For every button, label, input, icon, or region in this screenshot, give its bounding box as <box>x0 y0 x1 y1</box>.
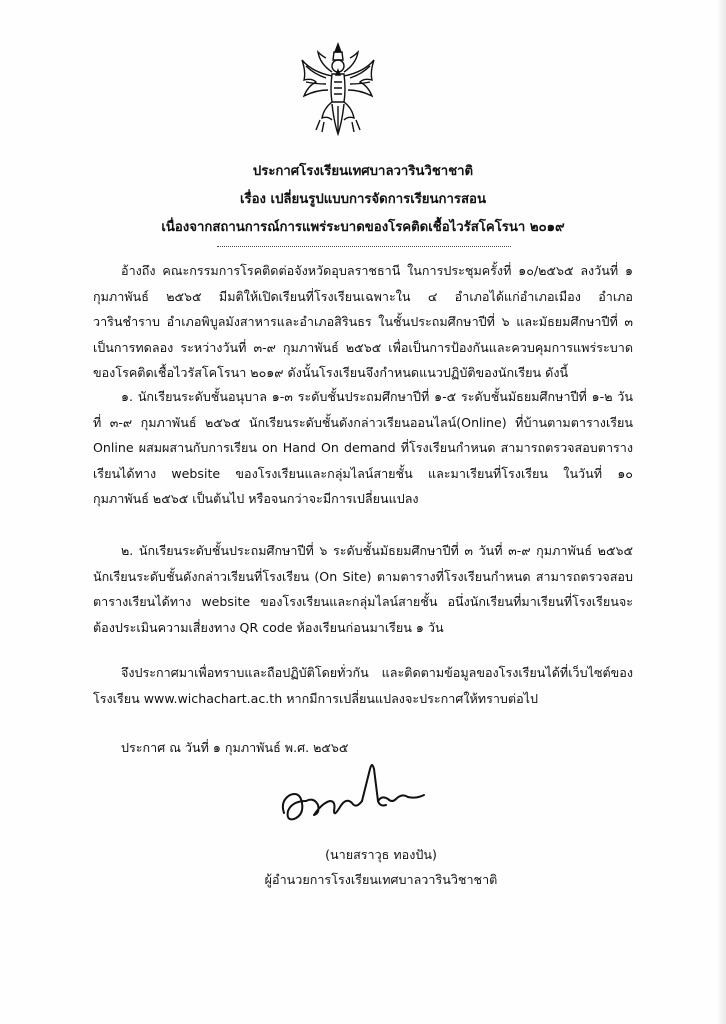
paragraph-item-1: ๑. นักเรียนระดับชั้นอนุบาล ๑-๓ ระดับชั้นประถมศึกษาปีที่ ๑-๕ ระดับชั้นมัธยมศึกษาปีที่ ๑-๒ วันที่ ๓-๙ กุมภาพันธ์ ๒๕๖๕ นักเรียนระดับชั้นดังกล่าวเรียนออนไลน์(Online) ที่บ้านตามตารางเรียน Online ผสมผสานกับการเรียน on Hand On demand ที่โรงเรียนกำหนด สามารถตรวจสอบตารางเรียนได้ทาง website ของโรงเรียนและกลุ่มไลน์สายชั้น และมาเรียนที่โรงเรียน ในวันที่ ๑๐ กุมภาพันธ์ ๒๕๖๕ เป็นต้นไป หรือจนกว่าจะมีการเปลี่ยนแปลง <box>93 389 633 506</box>
announcement-reason: เนื่องจากสถานการณ์การแพร่ระบาดของโรคติดเชื้อไวรัสโคโรนา ๒๐๑๙ <box>161 220 565 235</box>
signatory-name: (นายสราวุธ ทองปัน) <box>325 847 437 862</box>
paragraph-item-2: ๒. นักเรียนระดับชั้นประถมศึกษาปีที่ ๖ ระดับชั้นมัธยมศึกษาปีที่ ๓ วันที่ ๓-๙ กุมภาพันธ์ ๒๕๖๕ นักเรียนระดับชั้นดังกล่าวเรียนที่โรงเรียน (On Site) ตามตารางที่โรงเรียนกำหนด สามารถตรวจสอบตารางเรียนได้ทาง website ของโรงเรียนและกลุ่มไลน์สายชั้น อนึ่งนักเรียนที่มาเรียนที่โรงเรียนจะต้องประเมินความเสี่ยงทาง QR code ห้องเรียนก่อนมาเรียน ๑ วัน <box>93 543 633 635</box>
signatory-title: ผู้อำนวยการโรงเรียนเทศบาลวารินวิชาชาติ <box>264 872 498 887</box>
handwritten-signature <box>276 755 428 835</box>
garuda-emblem-icon <box>298 42 378 138</box>
paragraph-reference: อ้างถึง คณะกรรมการโรคติดต่อจังหวัดอุบลราชธานี ในการประชุมครั้งที่ ๑๐/๒๕๖๕ ลงวันที่ ๑ กุมภาพันธ์ ๒๕๖๕ มีมติให้เปิดเรียนที่โรงเรียนเฉพาะใน ๔ อำเภอได้แก่อำเภอเมือง อำเภอวารินชำราบ อำเภอพิบูลมังสาหารและอำเภอสิรินธร ในชั้นประถมศึกษาปีที่ ๖ และมัธยมศึกษาปีที่ ๓ เป็นการทดลอง ระหว่างวันที่ ๓-๙ กุมภาพันธ์ ๒๕๖๕ เพื่อเป็นการป้องกันและควบคุมการแพร่ระบาดของโรคติดเชื้อไวรัสโคโรนา ๒๐๑๙ ดังนั้นโรงเรียนจึงกำหนดแนวปฏิบัติของนักเรียน ดังนี้ <box>93 263 633 380</box>
announcement-date: ประกาศ ณ วันที่ ๑ กุมภาพันธ์ พ.ศ. ๒๕๖๕ <box>121 740 349 755</box>
dotted-divider <box>217 246 511 247</box>
paragraph-closing: จึงประกาศมาเพื่อทราบและถือปฏิบัติโดยทั่วกัน และติดตามข้อมูลของโรงเรียนได้ที่เว็บไซต์ของโรงเรียน www.wichachart.ac.th หากมีการเปลี่ยนแปลงจะประกาศให้ทราบต่อไป <box>93 665 633 706</box>
announcement-title: ประกาศโรงเรียนเทศบาลวารินวิชาชาติ <box>252 164 474 179</box>
announcement-subject: เรื่อง เปลี่ยนรูปแบบการจัดการเรียนการสอน <box>240 192 486 207</box>
